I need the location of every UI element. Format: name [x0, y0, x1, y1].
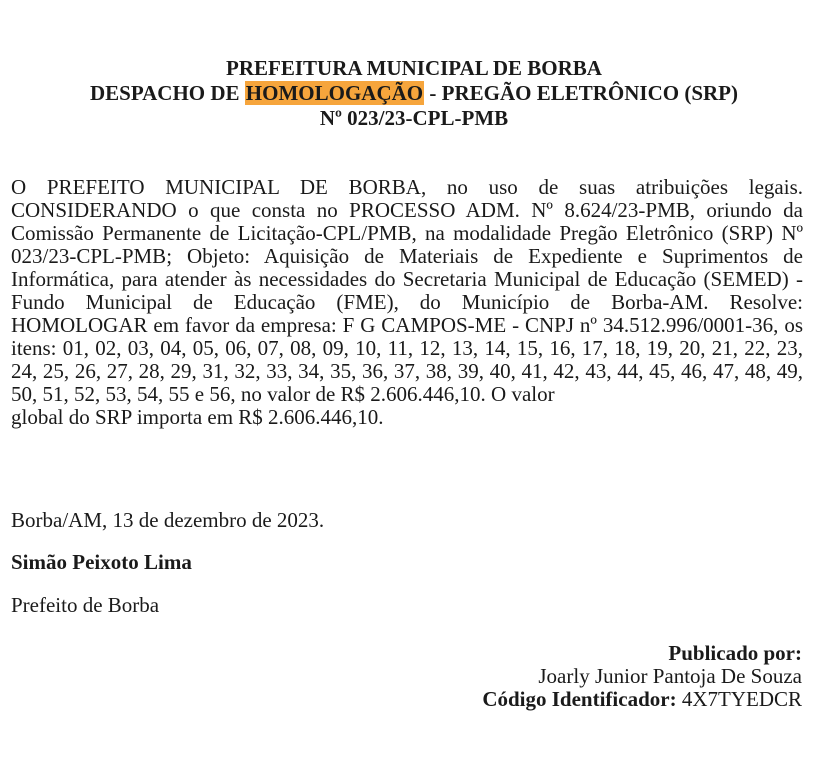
signer-name: Simão Peixoto Lima: [11, 550, 192, 574]
published-by-label: Publicado por:: [668, 641, 802, 665]
signer-role: Prefeito de Borba: [11, 593, 160, 617]
publisher-name: Joarly Junior Pantoja De Souza: [538, 664, 802, 688]
document-header: [0, 56, 828, 131]
header-title: [0, 81, 828, 106]
body-last-line: global do SRP importa em R$ 2.606.446,10.: [11, 405, 384, 429]
identifier-code: 4X7TYEDCR: [681, 687, 802, 711]
highlighted-term: HOMOLOGAÇÃO: [245, 81, 424, 105]
header-title-suffix: - PREGÃO ELETRÔNICO (SRP): [424, 81, 738, 105]
header-title-prefix: DESPACHO DE: [90, 81, 245, 105]
header-number: Nº 023/23-CPL-PMB: [319, 106, 509, 130]
body-paragraph: [11, 176, 803, 429]
identifier-label: Código Identificador:: [482, 687, 677, 711]
identifier-line: [482, 688, 802, 711]
body-main-text: O PREFEITO MUNICIPAL DE BORBA, no uso de suas atribuições legais. CONSIDERANDO o que consta no PROCESSO ADM. Nº 8.624/23-PMB, oriundo da Comissão Permanente de Licitação-CPL/PMB, na modalidade Pregão Eletrônico (SRP) Nº 023/23-CPL-PMB; Objeto: Aquisição de Materiais de Expediente e Suprimentos de Informática, para atender às necessidades do Secretaria Municipal de Educação (SEMED) - Fundo Municipal de Educação (FME), do Município de Borba-AM. Resolve: HOMOLOGAR em favor da empresa: F G CAMPOS-ME - CNPJ nº 34.512.996/0001-36, os itens: 01, 02, 03, 04, 05, 06, 07, 08, 09, 10, 11, 12, 13, 14, 15, 16, 17, 18, 19, 20, 21, 22, 23, 24, 25, 26, 27, 28, 29, 31, 32, 33, 34, 35, 36, 37, 38, 39, 40, 41, 42, 43, 44, 45, 46, 47, 48, 49, 50, 51, 52, 53, 54, 55 e 56, no valor de R$ 2.606.446,10. O valor: [11, 175, 803, 406]
publication-block: [482, 642, 802, 711]
document-date: Borba/AM, 13 de dezembro de 2023.: [11, 508, 325, 532]
header-municipality: PREFEITURA MUNICIPAL DE BORBA: [226, 56, 602, 80]
